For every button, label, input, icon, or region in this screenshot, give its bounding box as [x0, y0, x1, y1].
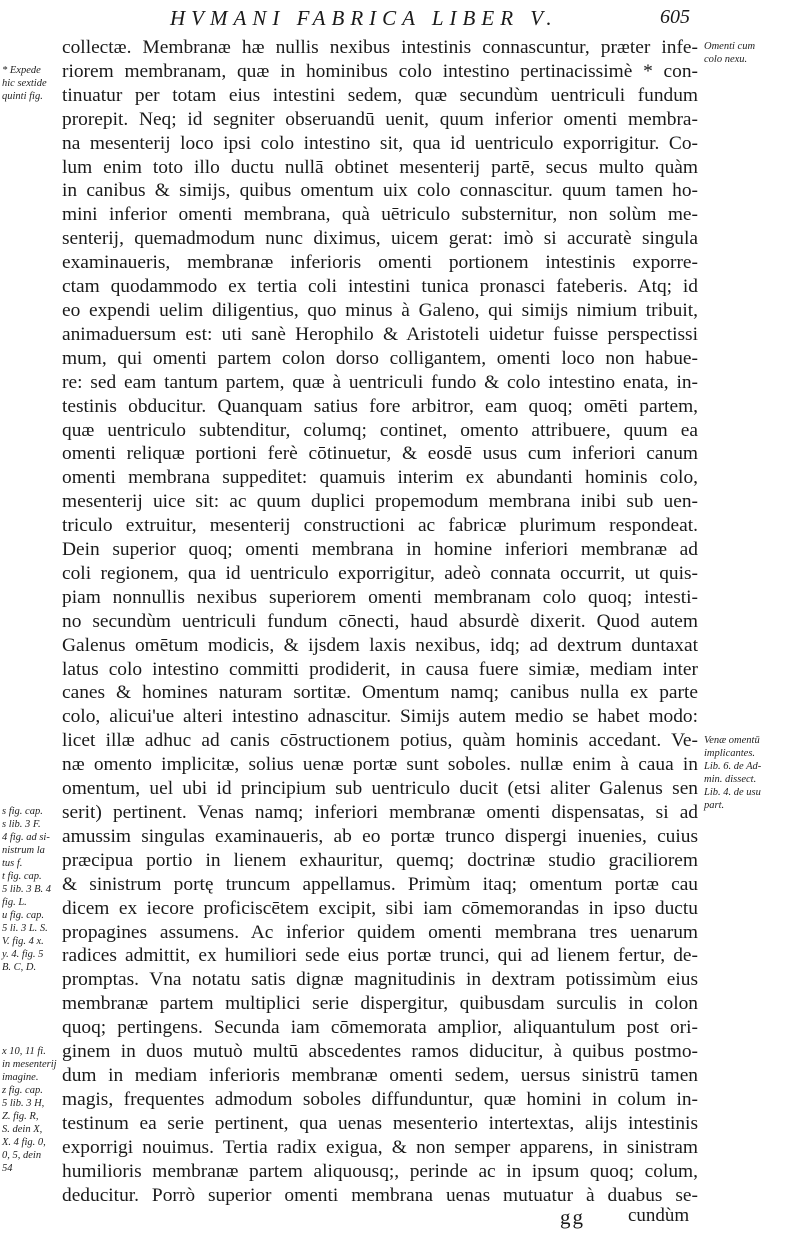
text-line: exporrigi nouimus. Tertia radix exigua, & non semper apparens, in sinistram [62, 1136, 698, 1158]
margin-note-line: V. fig. 4 x. [2, 936, 44, 948]
page-number: 605 [660, 6, 690, 28]
text-line: coli regionem, qua id uentriculo exporrigitur, adeò connata occurrit, ut quis- [62, 562, 698, 584]
margin-note-line: imagine. [2, 1071, 39, 1083]
running-title: HVMANI FABRICA LIBER V. [170, 6, 558, 30]
margin-note-line: nistrum la [2, 845, 45, 857]
text-line: amussim singulas examinaueris, ab eo portæ trunco dispergi inuenies, cuius [62, 825, 698, 847]
margin-note-line: 5 lib. 3 H, [2, 1097, 45, 1109]
margin-note-line: 5 lib. 3 B. 4 [2, 884, 51, 896]
margin-note-line: in mesenterij [2, 1058, 57, 1070]
margin-note-line: y. 4. fig. 5 [2, 949, 44, 961]
margin-note-note-star [2, 64, 58, 103]
text-line: Galenus omētum modicis, & ijsdem laxis nexibus, idq; ad dextrum duntaxat [62, 634, 698, 656]
text-line: Dein superior quoq; omenti membrana in homine inferiori membranæ ad [62, 539, 698, 561]
text-line: canes & homines naturam sortitæ. Omentum namq; canibus nulla ex parte [62, 682, 698, 704]
text-line: & sinistrum portę truncum appellamus. Primùm itaq; omentum portæ cau [62, 873, 698, 895]
catchword: cundùm [628, 1205, 690, 1226]
margin-note-line: u fig. cap. [2, 910, 44, 922]
margin-note-line: t fig. cap. [2, 871, 42, 883]
text-line: piam nonnullis nexibus superiorem omenti membranam colo quoq; intesti- [62, 586, 698, 608]
text-line: no secundùm uentriculi fundum cōnecti, haud absurdè dixerit. Quod autem [62, 610, 698, 632]
text-line: membranæ partem multiplici serie dispergitur, quibusdam surculis in colon [62, 993, 698, 1015]
margin-note-line: 54 [2, 1162, 13, 1174]
margin-note-line: colo nexu. [704, 54, 748, 65]
margin-note-line: tus f. [2, 858, 23, 870]
text-line: eo expendi uelim diligentius, quo minus à Galeno, qui simijs nimium tribuit, [62, 299, 698, 321]
text-line: ctam quodammodo ex tertia coli intestini tunica pronasci fateberis. Atq; id [62, 276, 698, 298]
margin-note-note-s [2, 805, 58, 974]
text-line: in canibus & simijs, quibus omentum uix colo connascitur. quum tamen ho- [62, 180, 698, 202]
margin-note-line: z fig. cap. [2, 1084, 43, 1096]
text-line: mesenterij uice sit: ac quum duplici propemodum membrana inibi sub uen- [62, 491, 698, 513]
margin-note-line: quinti fig. [2, 90, 43, 102]
margin-note-line: 4 fig. ad si- [2, 832, 50, 844]
text-line: deducitur. Porrò superior omenti membrana uenas mutuatur à duabus se- [62, 1184, 698, 1206]
margin-note-line: implicantes. [704, 747, 756, 759]
text-line: serit) pertinent. Venas namq; inferiori membranæ omenti dispensatas, si ad [62, 802, 698, 823]
margin-note-line: fig. L. [2, 897, 27, 909]
text-line: humilioris membranæ partem aliquousq;, perinde ac in ipsum quoq; colum, [62, 1160, 698, 1182]
text-line: na mesenterij loco ipsi colo intestino sit, qua id uentriculo exporrigitur. Co- [62, 132, 698, 154]
page-footer [0, 1205, 800, 1239]
margin-note-line: s fig. cap. [2, 806, 43, 818]
text-line: præcipua portio in lienem exhauritur, quemq; doctrinæ studio graciliorem [62, 849, 698, 871]
text-line: tinuatur per totam eius intestini sedem, quæ secundùm uentriculi fundum [62, 84, 698, 106]
margin-note-line: 5 li. 3 L. S. [2, 923, 48, 935]
text-line: testinum ea serie pertinent, qua uenas mesenterio intertextas, alijs intestinis [62, 1112, 698, 1134]
margin-note-line: part. [704, 799, 725, 811]
text-line: examinaueris, membranæ inferioris omenti portionem intestinis exporre- [62, 252, 698, 274]
text-line: senterij, quemadmodum nunc diximus, uicem gerat: imò si accuratè singula [62, 228, 698, 250]
margin-note-line: Omenti cum [704, 41, 756, 52]
text-line: animaduersum est: uti sanè Herophilo & Aristoteli uidetur fuisse perspectissi [62, 323, 698, 345]
text-line: omenti membrana suppeditet: quamuis interim ex abundanti hominis colo, [62, 467, 698, 489]
text-line: næ omento implicitæ, solius uenæ portæ sunt soboles. nullæ enim à caua in [62, 754, 698, 776]
text-line: re: sed eam tantum partem, quæ à uentriculi fundo & colo intestino enata, in- [62, 371, 698, 393]
margin-note-line: min. dissect. [704, 773, 757, 785]
text-line: prorepit. Neq; id segniter obseruandū uenit, quum inferior omenti membra- [62, 108, 698, 130]
margin-note-line: x 10, 11 fi. [2, 1045, 46, 1057]
text-line: mum, qui omenti partem colon dorso colligantem, omenti loco non habue- [62, 347, 698, 369]
text-line: ginem in duos mutuò multū abscedentes ramos diducitur, à quibus postmo- [62, 1041, 698, 1063]
margin-note-line: Lib. 4. de usu [704, 786, 761, 798]
text-line: promptas. Vna notatu satis dignæ magnitudinis in dextram potissimùm eius [62, 969, 698, 991]
text-line: radices admittit, ex humiliori sede eius portæ trunci, qui ad lienem fertur, de- [62, 945, 698, 967]
text-line: triculo extruitur, mesenterij constructioni ac fabricæ plurimum respondeat. [62, 515, 698, 537]
text-line: omentum, uel ubi id principium sub uentriculo ducit (etsi aliter Galenus sen [62, 778, 698, 800]
margin-note-omenti-cum-colo [704, 40, 796, 66]
text-line: quæ uentriculo subtenditur, columq; continet, omento attribuere, quum ea [62, 419, 698, 441]
margin-note-line: Lib. 6. de Ad- [704, 760, 762, 772]
margin-note-venae-omentum [704, 734, 796, 812]
text-line: latus colo intestino committi prodiderit, in causa fuere simiæ, mediam inter [62, 658, 698, 680]
text-line: mini inferior omenti membrana, quà uētriculo substernitur, non solùm me- [62, 204, 698, 226]
text-line: testinis obducitur. Quanquam satius fore arbitror, eam quoq; omēti partem, [62, 395, 698, 417]
text-line: dum in mediam inferioris membranæ omenti sedem, uersus sinistrū tamen [62, 1064, 698, 1086]
text-line: quoq; pertingens. Secunda iam cōmemorata amplior, aliquantulum post ori- [62, 1017, 698, 1039]
main-text-block [62, 36, 698, 1207]
text-line: collectæ. Membranæ hæ nullis nexibus intestinis connascuntur, præter infe- [62, 37, 698, 58]
text-line: riorem membranam, quæ in hominibus colo intestino pertinacissimè * con- [62, 60, 698, 82]
margin-note-line: hic sextide [2, 77, 47, 89]
text-line: propagines assumens. Ac inferior quidem omenti membrana tres uenarum [62, 921, 698, 943]
margin-note-line: Venæ omentū [704, 734, 760, 746]
text-line: colo, alicui'ue alteri intestino adnascitur. Simijs autem medio se habet modo: [62, 706, 698, 728]
margin-note-line: 0, 5, dein [2, 1149, 42, 1161]
margin-note-line: S. dein X, [2, 1123, 43, 1135]
margin-note-note-x [2, 1045, 58, 1175]
text-line: magis, frequentes admodum soboles diffunduntur, quæ homini in colum in- [62, 1088, 698, 1110]
text-line: lum enim toto illo ductu nullā obtinet mesenterij partē, secus multo quàm [62, 156, 698, 178]
text-line: licet illæ adhuc ad canis cōstructionem potius, quàm hominis accedant. Ve- [62, 730, 698, 752]
margin-note-line: Z. fig. R, [2, 1110, 39, 1122]
text-line: omenti reliquæ portioni ferè cōtinuetur, & eosdē usus cum inferiori canum [62, 443, 698, 465]
signature-mark: gg [560, 1205, 585, 1229]
margin-note-line: X. 4 fig. 0, [2, 1136, 46, 1148]
margin-note-line: B. C, D. [2, 962, 37, 974]
text-line: dicem ex iecore proficiscētem excipit, sibi iam cōmemorandas in ipso ductu [62, 897, 698, 919]
margin-note-line: s lib. 3 F. [2, 819, 41, 831]
margin-note-line: * Expede [2, 64, 41, 76]
